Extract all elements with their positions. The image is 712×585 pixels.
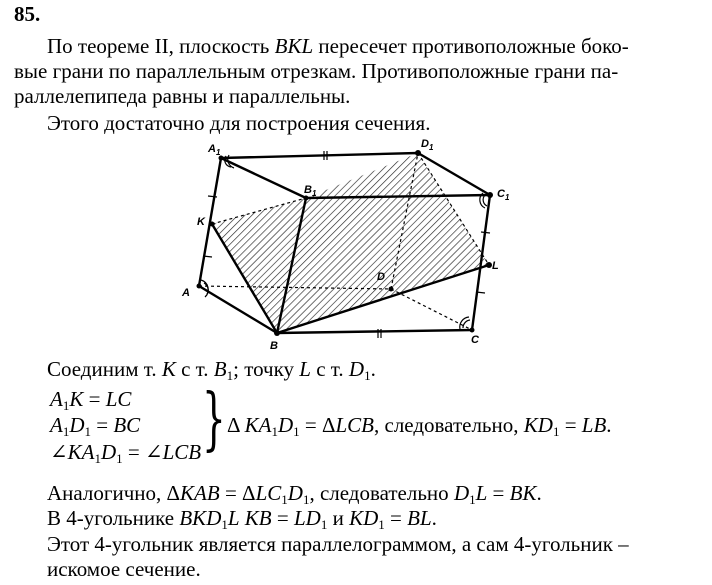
svg-text:L: L xyxy=(492,260,499,272)
intro-line-4: Этого достаточно для построения сечения. xyxy=(47,111,431,135)
svg-text:K: K xyxy=(197,216,205,228)
analog-line: Аналогично, $\Delta KAB = \Delta LC_1D_1$, следовательно $D_1L$ = BK. xyxy=(47,481,542,507)
system-row-2: $A_1D_1$ = BC xyxy=(50,413,141,439)
svg-text:B1: $B_1$ xyxy=(304,184,317,198)
intro-line-1: По теореме II, плоскость BKL пересечет противоположные боко- xyxy=(47,34,629,58)
svg-text:C: C xyxy=(471,334,479,346)
section-plane xyxy=(212,153,489,333)
connect-line: Соединим т. K с т. $B_1$; точку L с т. $D_1$. xyxy=(47,357,376,383)
system-row-3: $\angle KA_1D_1$ = ∠LCB xyxy=(50,440,202,466)
quad-line: В 4-угольнике $BKD_1L$ KB = $LD_1$ и $KD_1$ = BL. xyxy=(47,506,437,532)
svg-text:A1: $A_1$ xyxy=(208,143,221,157)
problem-number: 85. xyxy=(14,2,41,26)
svg-text:D1: $D_1$ xyxy=(421,138,434,152)
svg-text:C1: $C_1$ xyxy=(497,188,510,202)
final-line-2: искомое сечение. xyxy=(47,557,201,581)
system-row-1: $A_1K$ = LC xyxy=(50,387,132,413)
system-brace: } xyxy=(202,380,226,459)
final-line-1: Этот 4-угольник является параллелограммом, а сам 4-угольник – xyxy=(47,532,629,556)
svg-text:D: D xyxy=(377,271,385,283)
system-conclusion: Δ $KA_1D_1 = \Delta LCB$, следовательно, $KD_1$ = LB. xyxy=(227,413,612,439)
intro-line-2: вые грани по параллельным отрезкам. Противоположные грани па- xyxy=(14,59,619,83)
svg-text:B: B xyxy=(270,340,278,352)
svg-text:A: A xyxy=(182,287,190,299)
intro-line-3: раллелепипеда равны и параллельны. xyxy=(14,84,351,108)
